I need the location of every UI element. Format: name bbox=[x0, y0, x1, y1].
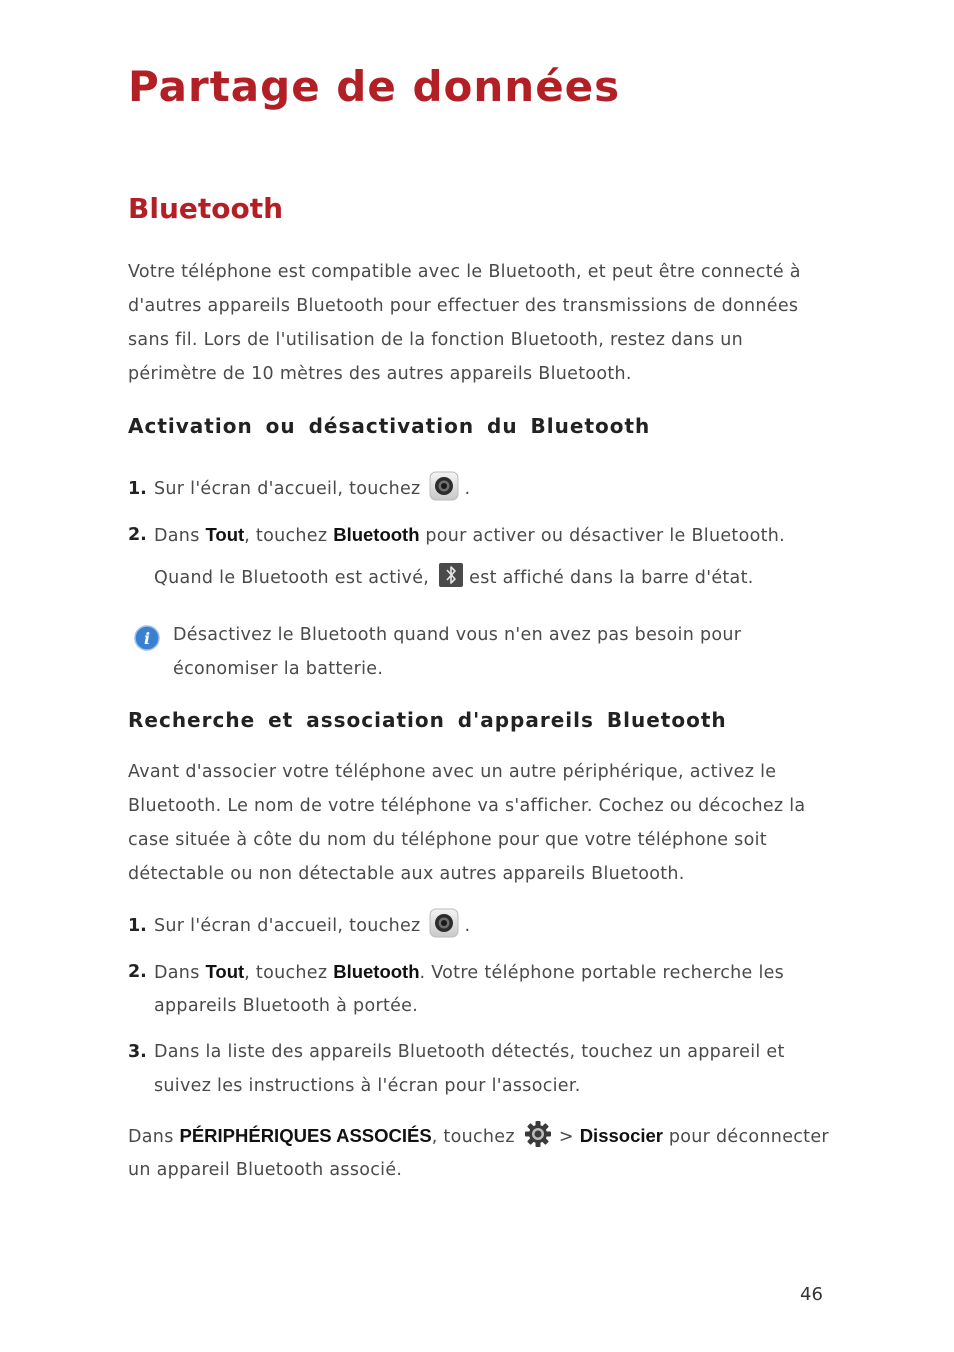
paired-devices-label: PÉRIPHÉRIQUES ASSOCIÉS bbox=[179, 1125, 432, 1146]
step-text-part: . Votre téléphone portable recherche les bbox=[419, 963, 785, 983]
note-line-1: Désactivez le Bluetooth quand vous n'en avez pas besoin pour bbox=[173, 625, 742, 645]
menu-tout: Tout bbox=[205, 524, 245, 545]
step-end: . bbox=[464, 916, 471, 936]
step-end: . bbox=[464, 479, 471, 499]
step-text bbox=[154, 909, 470, 943]
step-text-part: pour activer ou désactiver le Bluetooth. bbox=[419, 526, 786, 546]
menu-bluetooth: Bluetooth bbox=[333, 524, 420, 545]
unpair-line bbox=[128, 1119, 829, 1154]
step-text: Dans la liste des appareils Bluetooth détectés, touchez un appareil et bbox=[154, 1042, 785, 1062]
svg-text:i: i bbox=[143, 629, 151, 648]
step-number: 3. bbox=[128, 1042, 147, 1062]
step-number: 2. bbox=[128, 525, 147, 545]
note-line-2: économiser la batterie. bbox=[173, 659, 384, 679]
menu-bluetooth: Bluetooth bbox=[333, 961, 420, 982]
unpair-label: Dissocier bbox=[579, 1125, 663, 1146]
unpair-line-2: un appareil Bluetooth associé. bbox=[128, 1160, 403, 1180]
status-line bbox=[154, 561, 754, 595]
text-part: Dans bbox=[128, 1127, 180, 1147]
step-text-line-2: suivez les instructions à l'écran pour l'associer. bbox=[154, 1076, 581, 1096]
step-text-line-2: appareils Bluetooth à portée. bbox=[154, 996, 419, 1016]
page-title: Partage de données bbox=[128, 62, 621, 111]
step-label: Sur l'écran d'accueil, touchez bbox=[154, 479, 421, 499]
step-text-part: , touchez bbox=[244, 526, 334, 546]
step-text-part: Dans bbox=[154, 963, 206, 983]
step-text bbox=[154, 955, 784, 990]
step-label: Sur l'écran d'accueil, touchez bbox=[154, 916, 421, 936]
separator: > bbox=[558, 1127, 580, 1147]
bluetooth-status-icon bbox=[439, 563, 463, 587]
step-number: 2. bbox=[128, 962, 147, 982]
subheading-activation: Activation ou désactivation du Bluetooth bbox=[128, 414, 651, 438]
status-text: est affiché dans la barre d'état. bbox=[469, 568, 754, 588]
settings-app-icon bbox=[429, 471, 459, 501]
page-number: 46 bbox=[800, 1284, 823, 1305]
section-heading: Bluetooth bbox=[128, 192, 284, 225]
gear-icon bbox=[523, 1119, 553, 1149]
menu-tout: Tout bbox=[205, 961, 245, 982]
pairing-paragraph: Avant d'associer votre téléphone avec un autre périphérique, activez le Bluetooth. Le nom de votre téléphone va s'afficher. Cochez ou décochez la case située à côte du nom du téléphone pour que votre téléphone soit détectable ou non détectable aux autres appareils Bluetooth. bbox=[128, 762, 806, 884]
info-icon bbox=[134, 625, 160, 651]
step-number: 1. bbox=[128, 916, 147, 936]
text-part: , touchez bbox=[431, 1127, 515, 1147]
step-text bbox=[154, 472, 470, 506]
step-number: 1. bbox=[128, 479, 147, 499]
subheading-pairing: Recherche et association d'appareils Bluetooth bbox=[128, 708, 727, 732]
step-text bbox=[154, 518, 785, 553]
step-text-part: , touchez bbox=[244, 963, 334, 983]
step-text-part: Dans bbox=[154, 526, 206, 546]
text-part: pour déconnecter bbox=[662, 1127, 829, 1147]
status-text: Quand le Bluetooth est activé, bbox=[154, 568, 430, 588]
intro-paragraph: Votre téléphone est compatible avec le Bluetooth, et peut être connecté à d'autres appareils Bluetooth pour effectuer des transmissions de données sans fil. Lors de l'utilisation de la fonction Bluetooth, restez dans un périmètre de 10 mètres des autres appareils Bluetooth. bbox=[128, 262, 801, 384]
settings-app-icon bbox=[429, 908, 459, 938]
